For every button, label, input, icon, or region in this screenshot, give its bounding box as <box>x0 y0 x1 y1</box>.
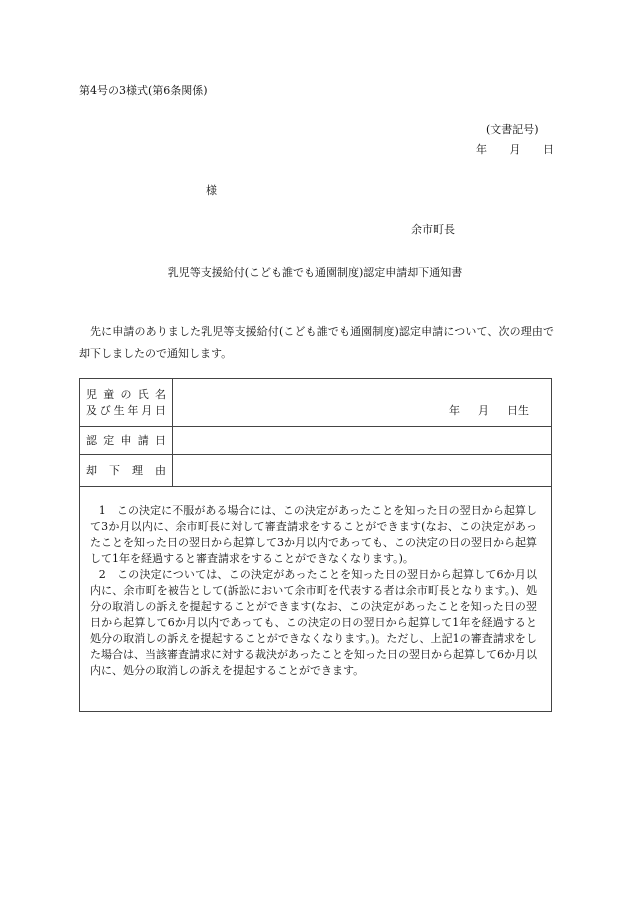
rejection-reason-row <box>80 455 551 486</box>
label-char: 理 <box>132 463 143 477</box>
addressee-honorific: 様 <box>206 184 217 197</box>
label-char: の <box>120 387 132 401</box>
info-table <box>79 378 552 487</box>
child-row <box>80 379 551 427</box>
label-char: 月 <box>141 403 153 417</box>
label-char: 下 <box>109 463 120 477</box>
label-char: 申 <box>120 433 132 447</box>
label-char: 日 <box>154 403 166 417</box>
month-unit: 月 <box>509 143 521 156</box>
label-char: 日 <box>155 433 166 447</box>
form-number: 第4号の3様式(第6条関係) <box>79 84 208 97</box>
application-date-label-line <box>86 433 166 449</box>
child-label <box>80 379 173 426</box>
label-char: 請 <box>137 433 149 447</box>
appeal-notice-item-2: 2 この決定については、この決定があったことを知った日の翌日から起算して6か月以内に、余市町を被告として(訴訟において余市町を代表する者は余市町長となります。)、処分の取消しの訴えを提起することができます(なお、この決定があったことを知った日の翌日から起算して6か月以内であっても、この決定の日の翌日から起算して1年を経過すると処分の取消しの訴えを提起することができなくなります。)。ただし、上記1の審査請求をした場合は、当該審査請求に対する裁決があったことを知った日の翌日から起算して6か月以内に、処分の取消しの訴えを提起することができます。 <box>90 568 537 677</box>
label-char: 認 <box>86 433 97 447</box>
label-char: 年 <box>127 403 139 417</box>
application-date-label <box>80 427 173 454</box>
child-value-cell[interactable] <box>173 379 551 426</box>
label-char: 童 <box>103 387 115 401</box>
label-char: 名 <box>155 387 166 401</box>
body-text: 先に申請のありました乳児等支援給付(こども誰でも通園制度)認定申請について、次の理由で却下しましたので通知します。 <box>79 325 554 360</box>
label-char: 生 <box>113 403 125 417</box>
label-char: 及 <box>86 403 97 417</box>
label-char: 由 <box>155 463 166 477</box>
rejection-reason-label-line <box>86 463 166 479</box>
label-char: 児 <box>86 387 97 401</box>
application-date-value-cell[interactable] <box>173 427 551 454</box>
birth-year-unit: 年 <box>449 404 460 417</box>
document-code: (文書記号) <box>486 123 539 136</box>
rejection-reason-label <box>80 455 173 486</box>
birth-month-unit: 月 <box>478 404 489 417</box>
day-unit: 日 <box>543 143 554 156</box>
label-char: 定 <box>103 433 115 447</box>
rejection-reason-value-cell[interactable] <box>173 455 551 486</box>
document-title: 乳児等支援給付(こども誰でも通園制度)認定申請却下通知書 <box>167 266 463 279</box>
birth-day-unit: 日生 <box>507 404 529 417</box>
year-unit: 年 <box>476 143 487 156</box>
birth-date-units <box>449 402 529 418</box>
issuer-name: 余市町長 <box>411 223 455 236</box>
appeal-notice-item-1: 1 この決定に不服がある場合には、この決定があったことを知った日の翌日から起算して3か月以内に、余市町長に対して審査請求をすることができます(なお、この決定があったことを知った日の翌日から起算して3か月以内であっても、この決定の日の翌日から起算して1年を経過すると審査請求をすることができなくなります。)。 <box>90 504 537 565</box>
child-label-line2 <box>86 403 166 419</box>
appeal-notice-box <box>79 486 552 712</box>
label-char: び <box>99 403 111 417</box>
issue-date <box>476 141 554 157</box>
label-char: 氏 <box>137 387 149 401</box>
application-date-row <box>80 427 551 455</box>
child-label-line1 <box>86 387 166 403</box>
label-char: 却 <box>86 463 97 477</box>
